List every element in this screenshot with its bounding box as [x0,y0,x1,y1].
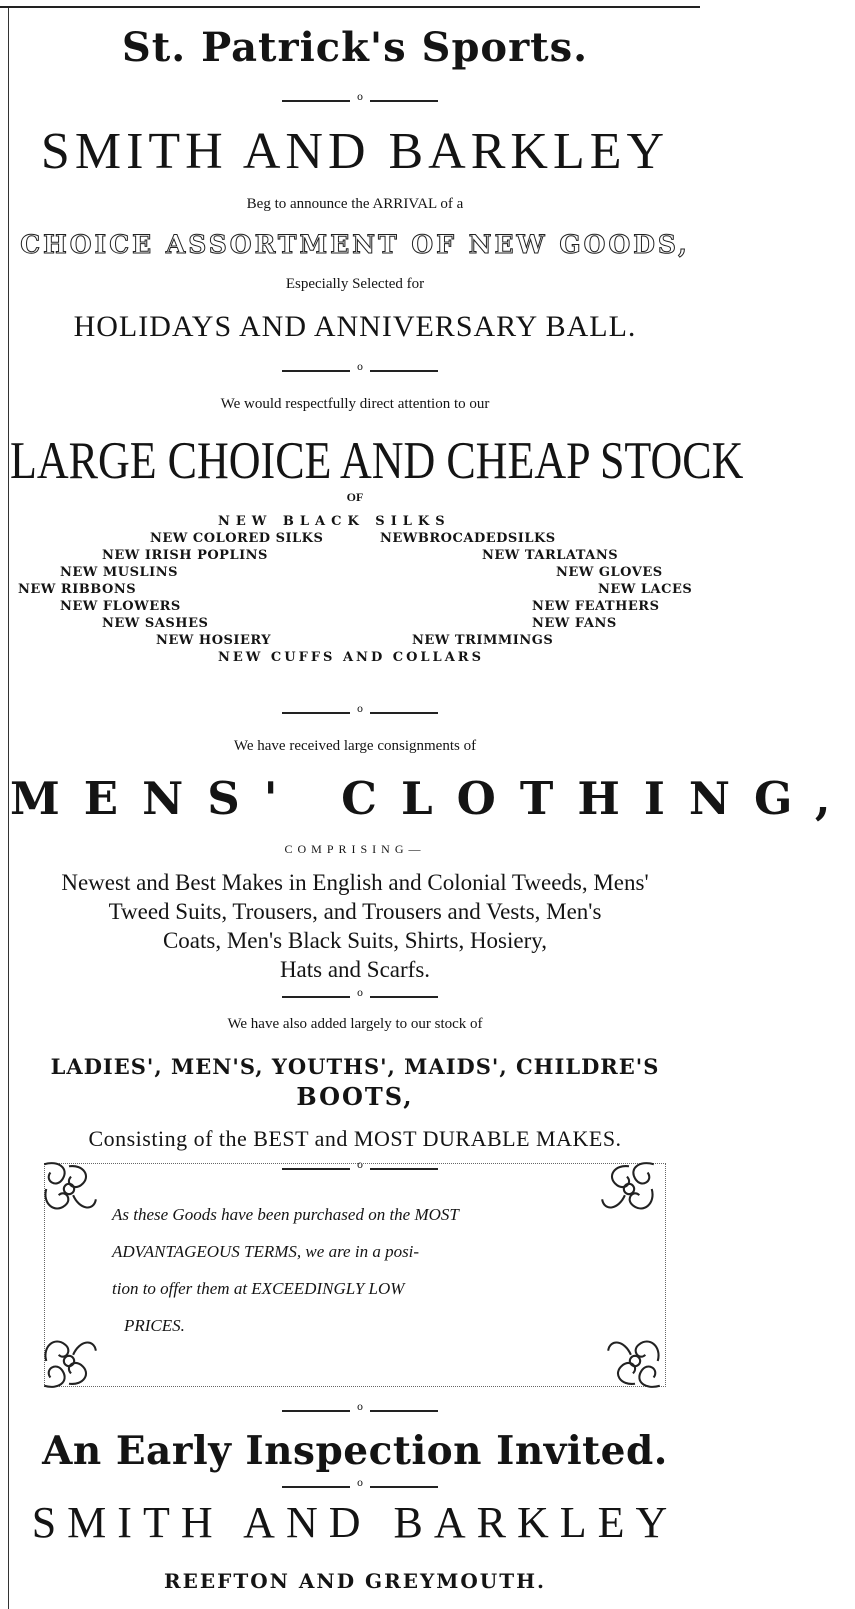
large-stock-heading: LARGE CHOICE AND CHEAP STOCK [10,431,744,490]
scroll-flourish-icon [38,1158,100,1220]
separator: o [282,1164,438,1174]
clothing-line: Tweed Suits, Trousers, and Trousers and Vests, Men's [108,899,602,924]
early-inspection-heading: An Early Inspection Invited. [42,1428,668,1474]
terms-notice [112,1196,582,1344]
separator: o [282,96,438,106]
terms-line: As these Goods have been purchased on the MOST [112,1205,459,1224]
firm-name: SMITH AND BARKLEY [40,123,670,180]
boots-heading: LADIES', MEN'S, YOUTHS', MAIDS', CHILDRE'S [50,1054,660,1079]
goods-item: NEW HOSIERY [156,633,272,648]
terms-line: ADVANTAGEOUS TERMS, we are in a posi- [112,1242,420,1261]
goods-item: NEW FEATHERS [532,599,660,614]
separator: o [282,1406,438,1416]
goods-item: NEW RIBBONS [18,582,137,597]
especially-text: Especially Selected for [285,276,425,292]
goods-item: NEW TARLATANS [482,548,619,563]
mens-clothing-heading: MENS' CLOTHING, [10,772,855,825]
consisting-text: Consisting of the BEST and MOST DURABLE MAKES. [88,1126,622,1151]
clothing-line: Hats and Scarfs. [279,957,431,982]
goods-item: NEW MUSLINS [60,565,179,580]
choice-assortment: CHOICE ASSORTMENT OF NEW GOODS, [20,230,690,259]
boots-heading-word: BOOTS, [296,1082,414,1111]
separator: o [282,992,438,1002]
separator: o [282,366,438,376]
goods-item: NEW FLOWERS [60,599,181,614]
attention-text: We would respectfully direct attention to our [220,396,490,412]
separator: o [282,1482,438,1492]
goods-item: NEW COLORED SILKS [150,531,324,546]
scroll-flourish-icon [38,1330,100,1392]
separator: o [282,708,438,718]
comprising-text: COMPRISING— [284,842,426,856]
top-rule [0,6,700,8]
clothing-line: Coats, Men's Black Suits, Shirts, Hosiery, [162,928,548,953]
headline: St. Patrick's Sports. [121,24,589,71]
consignments-text: We have received large consignments of [233,738,477,754]
goods-item: NEW IRISH POPLINS [102,548,268,563]
of-text: OF [346,490,364,504]
places-text: REEFTON AND GREYMOUTH. [164,1569,546,1593]
goods-item: NEW FANS [532,616,617,631]
signature-firm: SMITH AND BARKLEY [31,1498,679,1547]
announce-text: Beg to announce the ARRIVAL of a [246,196,464,212]
goods-item: NEW GLOVES [556,565,663,580]
holidays-heading: HOLIDAYS AND ANNIVERSARY BALL. [73,310,637,343]
goods-item: NEW CUFFS AND COLLARS [218,650,484,665]
goods-item: NEW SASHES [102,616,209,631]
goods-item: NEW LACES [598,582,693,597]
goods-item: NEW BLACK SILKS [218,514,451,529]
scroll-flourish-icon [598,1158,660,1220]
terms-line: tion to offer them at EXCEEDINGLY LOW [112,1279,405,1298]
clothing-line: Newest and Best Makes in English and Colonial Tweeds, Mens' [61,870,649,895]
added-text: We have also added largely to our stock of [227,1016,483,1032]
scroll-flourish-icon [604,1330,666,1392]
goods-item: NEW TRIMMINGS [412,633,554,648]
terms-line: PRICES. [124,1316,185,1335]
goods-item: NEWBROCADEDSILKS [380,531,556,546]
left-column-rule [8,8,9,1609]
